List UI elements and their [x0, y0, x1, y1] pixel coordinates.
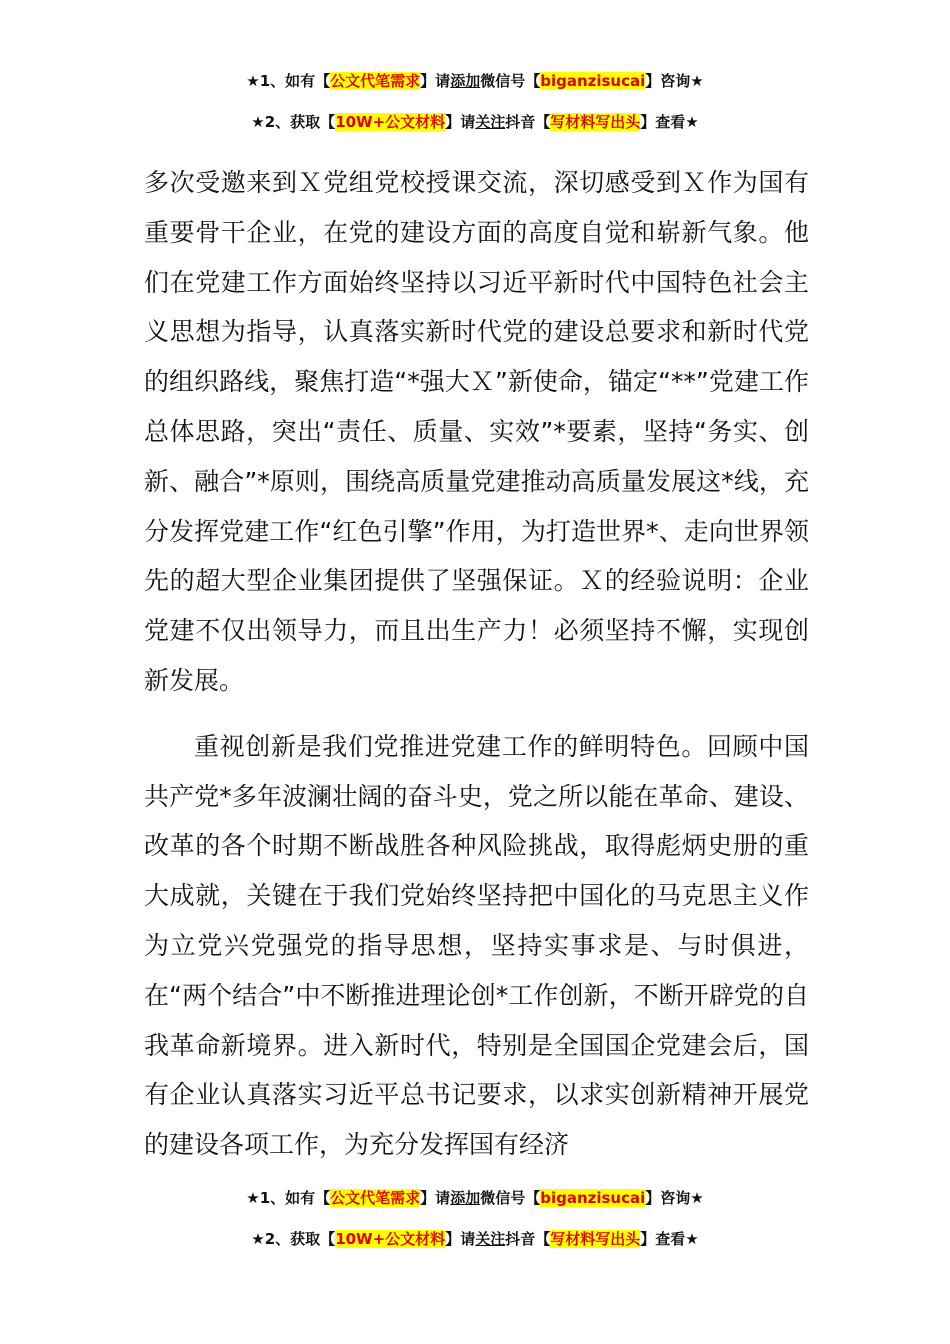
promo-banner-line-1	[0, 1187, 950, 1209]
promo-highlight: biganzisucai	[540, 1189, 646, 1207]
promo-highlight: 10W+公文材料	[335, 113, 446, 131]
promo-text: 】请	[420, 1189, 451, 1207]
promo-highlight: 公文代笔需求	[330, 1189, 421, 1207]
promo-highlight: 公文代笔需求	[330, 72, 421, 90]
promo-suffix: 】咨询★	[645, 1189, 704, 1207]
promo-highlight: 10W+公文材料	[335, 1230, 446, 1248]
promo-highlight: 写材料写出头	[550, 1230, 641, 1248]
document-body	[144, 158, 809, 1170]
promo-banner-line-2	[0, 111, 950, 133]
promo-underlined: 关注	[475, 113, 506, 131]
promo-text: 微信号【	[480, 1189, 541, 1207]
promo-underlined: 添加	[450, 72, 481, 90]
promo-prefix: ★2、获取【	[251, 113, 336, 131]
promo-text: 】请	[420, 72, 451, 90]
promo-text: 微信号【	[480, 72, 541, 90]
promo-text: 】请	[445, 113, 476, 131]
paragraph: 多次受邀来到Ｘ党组党校授课交流，深切感受到Ｘ作为国有重要骨干企业，在党的建设方面的高度自觉和崭新气象。他们在党建工作方面始终坚持以习近平新时代中国特色社会主义思想为指导，认真落实新时代党的建设总要求和新时代党的组织路线，聚焦打造“*强大Ｘ”新使命，锚定“**”党建工作总体思路，突出“责任、质量、实效”*要素，坚持“务实、创新、融合”*原则，围绕高质量党建推动高质量发展这*线，充分发挥党建工作“红色引擎”作用，为打造世界*、走向世界领先的超大型企业集团提供了坚强保证。Ｘ的经验说明：企业党建不仅出领导力，而且出生产力！必须坚持不懈，实现创新发展。	[144, 168, 809, 695]
promo-suffix: 】查看★	[640, 1230, 699, 1248]
promo-text: 抖音【	[505, 1230, 551, 1248]
promo-prefix: ★1、如有【	[246, 72, 331, 90]
promo-text: 】请	[445, 1230, 476, 1248]
promo-prefix: ★1、如有【	[246, 1189, 331, 1207]
promo-underlined: 关注	[475, 1230, 506, 1248]
promo-banner-line-2	[0, 1228, 950, 1250]
paragraph: 重视创新是我们党推进党建工作的鲜明特色。回顾中国共产党*多年波澜壮阔的奋斗史，党之所以能在革命、建设、改革的各个时期不断战胜各种风险挑战，取得彪炳史册的重大成就，关键在于我们党始终坚持把中国化的马克思主义作为立党兴党强党的指导思想，坚持实事求是、与时俱进，在“两个结合”中不断推进理论创*工作创新，不断开辟党的自我革命新境界。进入新时代，特别是全国国企党建会后，国有企业认真落实习近平总书记要求，以求实创新精神开展党的建设各项工作，为充分发挥国有经济	[144, 731, 809, 1160]
promo-underlined: 添加	[450, 1189, 481, 1207]
promo-prefix: ★2、获取【	[251, 1230, 336, 1248]
promo-suffix: 】咨询★	[645, 72, 704, 90]
promo-suffix: 】查看★	[640, 113, 699, 131]
promo-highlight: 写材料写出头	[550, 113, 641, 131]
promo-banner-line-1	[0, 70, 950, 92]
promo-text: 抖音【	[505, 113, 551, 131]
promo-highlight: biganzisucai	[540, 72, 646, 90]
